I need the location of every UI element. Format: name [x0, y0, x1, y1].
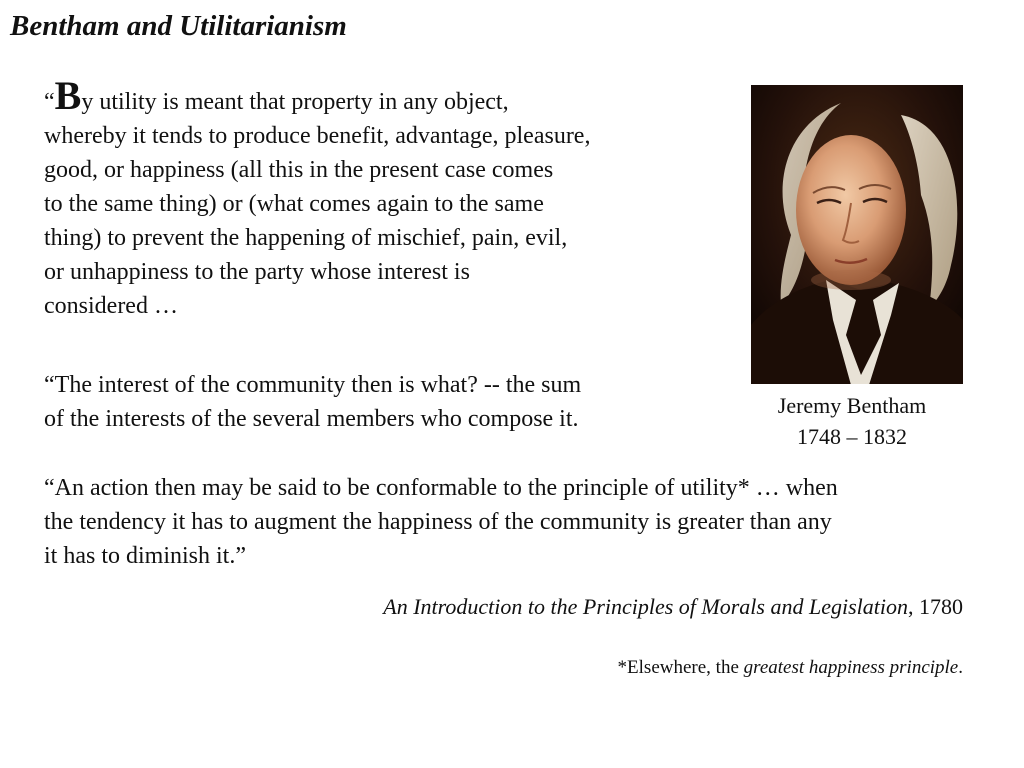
footnote-suffix: .	[958, 657, 963, 678]
portrait-frame	[751, 85, 963, 384]
quote-conformable-action	[44, 471, 984, 573]
quote-text: y utility is meant that property in any object,	[81, 89, 509, 115]
quote-line	[44, 73, 704, 119]
quote-line: or unhappiness to the party whose interest is	[44, 259, 470, 285]
quote-line: the tendency it has to augment the happiness of the community is greater than any	[44, 509, 832, 535]
quote-line: whereby it tends to produce benefit, advantage, pleasure,	[44, 123, 591, 149]
quote-line: “The interest of the community then is what? -- the sum	[44, 372, 582, 398]
portrait-chin-shadow	[811, 270, 891, 290]
quote-line: good, or happiness (all this in the present case comes	[44, 157, 554, 183]
quote-line: to the same thing) or (what comes again to the same	[44, 191, 544, 217]
source-year: , 1780	[908, 594, 963, 619]
opening-quote-mark: “	[44, 89, 55, 115]
quote-utility-definition	[44, 73, 704, 323]
slide-title: Bentham and Utilitarianism	[10, 10, 347, 42]
portrait-caption	[742, 390, 962, 452]
footnote-prefix: *Elsewhere, the	[617, 657, 744, 678]
quote-community-interest	[44, 368, 704, 436]
footnote	[618, 654, 963, 682]
caption-name: Jeremy Bentham	[777, 393, 927, 418]
quote-line: of the interests of the several members who compose it.	[44, 406, 579, 432]
portrait-image	[751, 85, 963, 384]
quote-line: it has to diminish it.”	[44, 543, 246, 569]
drop-cap: B	[54, 73, 82, 118]
source-title: An Introduction to the Principles of Morals and Legislation	[383, 594, 908, 619]
caption-dates: 1748 – 1832	[797, 424, 907, 449]
source-citation	[383, 592, 963, 622]
quote-line: “An action then may be said to be conformable to the principle of utility* … when	[44, 475, 838, 501]
quote-line: thing) to prevent the happening of mischief, pain, evil,	[44, 225, 568, 251]
footnote-emphasis: greatest happiness principle	[743, 657, 959, 678]
quote-line: considered …	[44, 293, 178, 319]
